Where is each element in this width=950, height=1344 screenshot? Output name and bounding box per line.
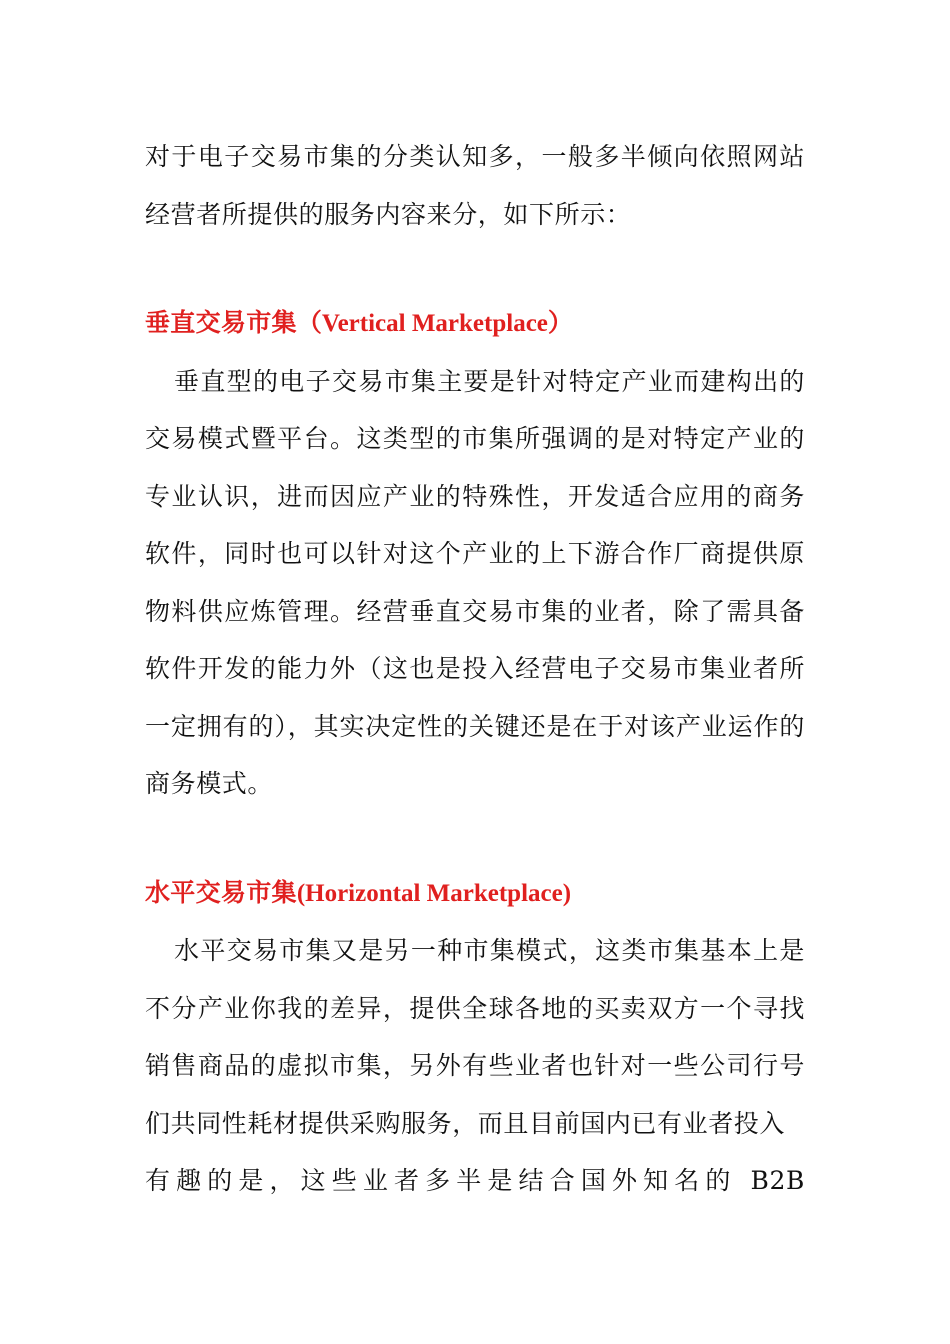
section-spacer <box>145 813 805 865</box>
section-heading-horizontal <box>145 865 805 923</box>
heading-en: （Vertical Marketplace） <box>296 310 573 337</box>
section-body-horizontal: 水平交易市集又是另一种市集模式，这类市集基本上是不分产业你我的差异，提供全球各地的买卖双方一个寻找销售商品的虚拟市集，另外有些业者也针对一些公司行号们共同性耗材提供采购服务，而且目前国内已有业者投入 <box>145 936 805 1138</box>
document-content <box>145 128 805 1210</box>
section-heading-vertical <box>145 295 805 353</box>
intro-paragraph: 对于电子交易市集的分类认知多，一般多半倾向依照网站经营者所提供的服务内容来分，如下所示： <box>145 142 805 229</box>
heading-en: (Horizontal Marketplace) <box>296 879 572 907</box>
section-body-vertical: 垂直型的电子交易市集主要是针对特定产业而建构出的交易模式暨平台。这类型的市集所强调的是对特定产业的专业认识，进而因应产业的特殊性，开发适合应用的商务软件，同时也可以针对这个产业的上下游合作厂商提供原物料供应炼管理。经营垂直交易市集的业者，除了需具备软件开发的能力外（这也是投入经营电子交易市集业者所一定拥有的），其实决定性的关键还是在于对该产业运作的商务模式。 <box>145 366 805 798</box>
heading-zh: 垂直交易市集 <box>145 310 297 337</box>
heading-zh: 水平交易市集 <box>145 879 297 907</box>
section-body-horizontal-tail: 有趣的是，这些业者多半是结合国外知名的 B2B <box>145 1166 805 1195</box>
